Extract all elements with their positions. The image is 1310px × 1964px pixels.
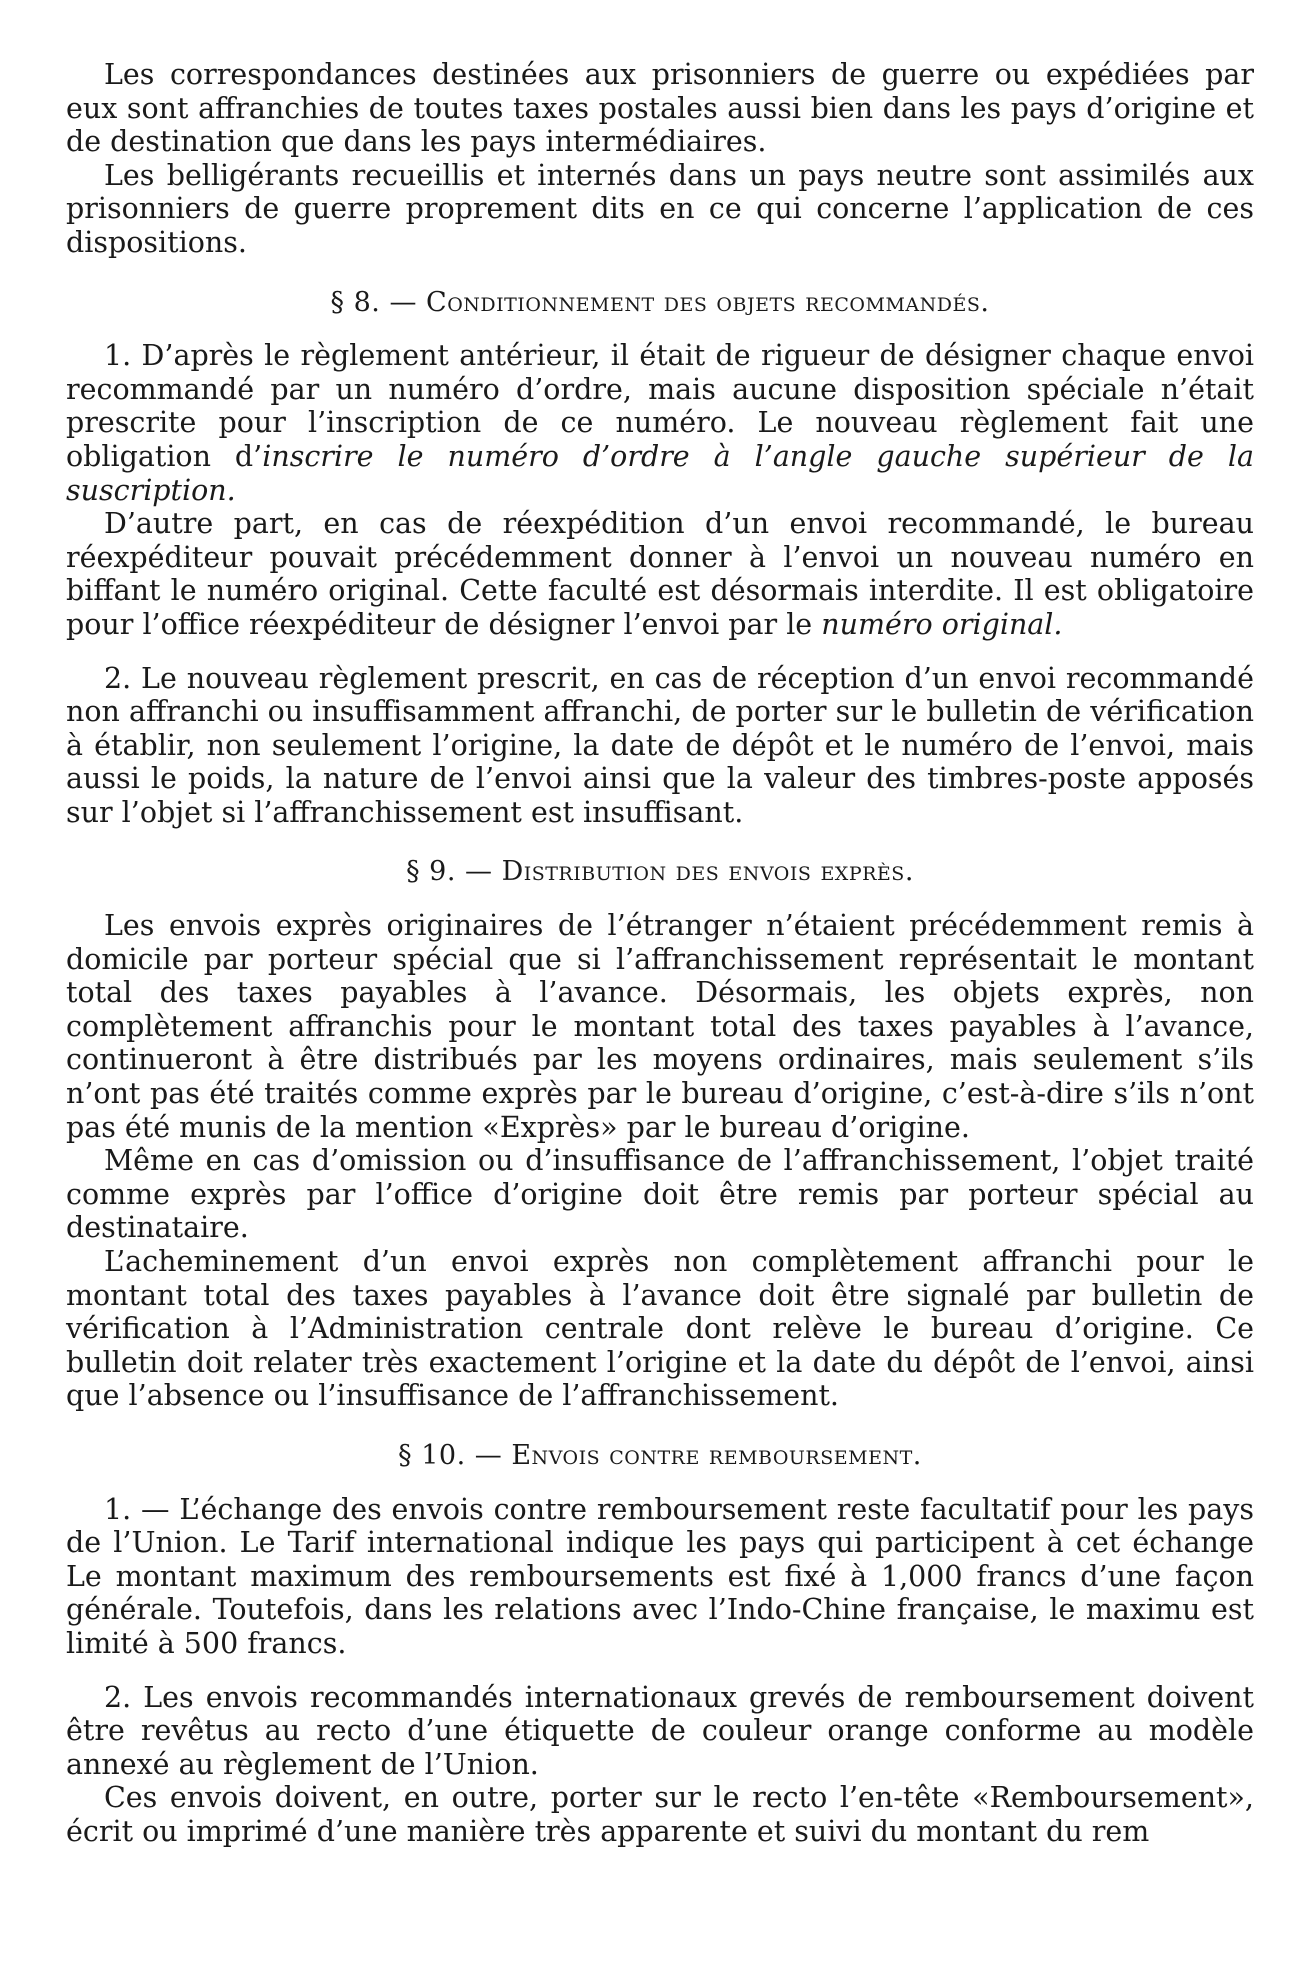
section-10-paragraph-2: 2. Les envois recommandés internationaux grevés de remboursement doivent être revêtus au recto d’une étiquette de couleur orange conforme au modèle annexé au règlement de l’Union. [66, 1680, 1254, 1781]
section-9-paragraph-1: Les envois exprès originaires de l’étranger n’étaient précédemment remis à domicile par porteur spécial que si l’affranchissement représentait le montant total des taxes payables à l’avance. Désormais, les objets exprès, non complètement affranchis pour le montant total des taxes payables à l’avance, continueront à être distribués par les moyens ordinaires, mais seulement s’ils n’ont pas été traités comme exprès par le bureau d’origine, c’est-à-dire s’ils n’ont pas été munis de la mention «Exprès» par le bureau d’origine. [66, 909, 1254, 1144]
section-8-paragraph-2: D’autre part, en cas de réexpédition d’un envoi recommandé, le bureau réexpéditeur pouvait précédemment donner à l’envoi un nouveau numéro en biffant le numéro original. Cette faculté est désormais interdite. Il est obligatoire pour l’office réexpéditeur de désigner l’envoi par le numéro original. [66, 507, 1254, 641]
section-10-heading: § 10. — Envois contre remboursement. [398, 1439, 922, 1471]
paragraph-belligerents: Les belligérants recueillis et internés dans un pays neutre sont assimilés aux prisonniers de guerre proprement dits en ce qui concerne l’application de ces dispositions. [66, 158, 1254, 259]
section-9-paragraph-3: L’acheminement d’un envoi exprès non complètement affranchi pour le montant total des taxes payables à l’avance doit être signalé par bulletin de vérification à l’Administration centrale dont relève le bureau d’origine. Ce bulletin doit relater très exactement l’origine et la date du dépôt de l’envoi, ainsi que l’absence ou l’insuffisance de l’affranchissement. [66, 1245, 1254, 1413]
section-10-paragraph-3: Ces envois doivent, en outre, porter sur le recto l’en-tête «Remboursement», écrit ou imprimé d’une manière très apparente et suivi du montant du rem [66, 1781, 1254, 1848]
section-10-paragraph-1: 1. — L’échange des envois contre remboursement reste facultatif pour les pays de l’Union. Le Tarif international indique les pays qui participent à cet échange Le montant maximum des remboursements est fixé à 1,000 francs d’une façon générale. Toutefois, dans les relations avec l’Indo-Chine française, le maximu est limité à 500 francs. [66, 1492, 1254, 1660]
section-8-heading: § 8. — Conditionnement des objets recommandés. [330, 286, 990, 318]
section-8-paragraph-3: 2. Le nouveau règlement prescrit, en cas de réception d’un envoi recommandé non affranchi ou insuffisamment affranchi, de porter sur le bulletin de vérification à établir, non seulement l’origine, la date de dépôt et le numéro de l’envoi, mais aussi le poids, la nature de l’envoi ainsi que la valeur des timbres-poste apposés sur l’objet si l’affranchissement est insuffisant. [66, 661, 1254, 829]
section-8-paragraph-1: 1. D’après le règlement antérieur, il était de rigueur de désigner chaque envoi recommandé par un numéro d’ordre, mais aucune disposition spéciale n’était prescrite pour l’inscription de ce numéro. Le nouveau règlement fait une obligation d’inscrire le numéro d’ordre à l’angle gauche supérieur de la suscription. [66, 339, 1254, 507]
section-8-italic-original: numéro original. [821, 607, 1063, 641]
document-page [66, 58, 1254, 1849]
section-8-italic-instruction: inscrire le numéro d’ordre à l’angle gauche supérieur de la suscription. [66, 439, 1254, 507]
paragraph-prisoners: Les correspondances destinées aux prisonniers de guerre ou expédiées par eux sont affranchies de toutes taxes postales aussi bien dans les pays d’origine et de destination que dans les pays intermédiaires. [66, 58, 1254, 159]
section-9-heading: § 9. — Distribution des envois exprès. [406, 856, 914, 888]
section-9-paragraph-2: Même en cas d’omission ou d’insuffisance de l’affranchissement, l’objet traité comme exprès par l’office d’origine doit être remis par porteur spécial au destinataire. [66, 1144, 1254, 1245]
